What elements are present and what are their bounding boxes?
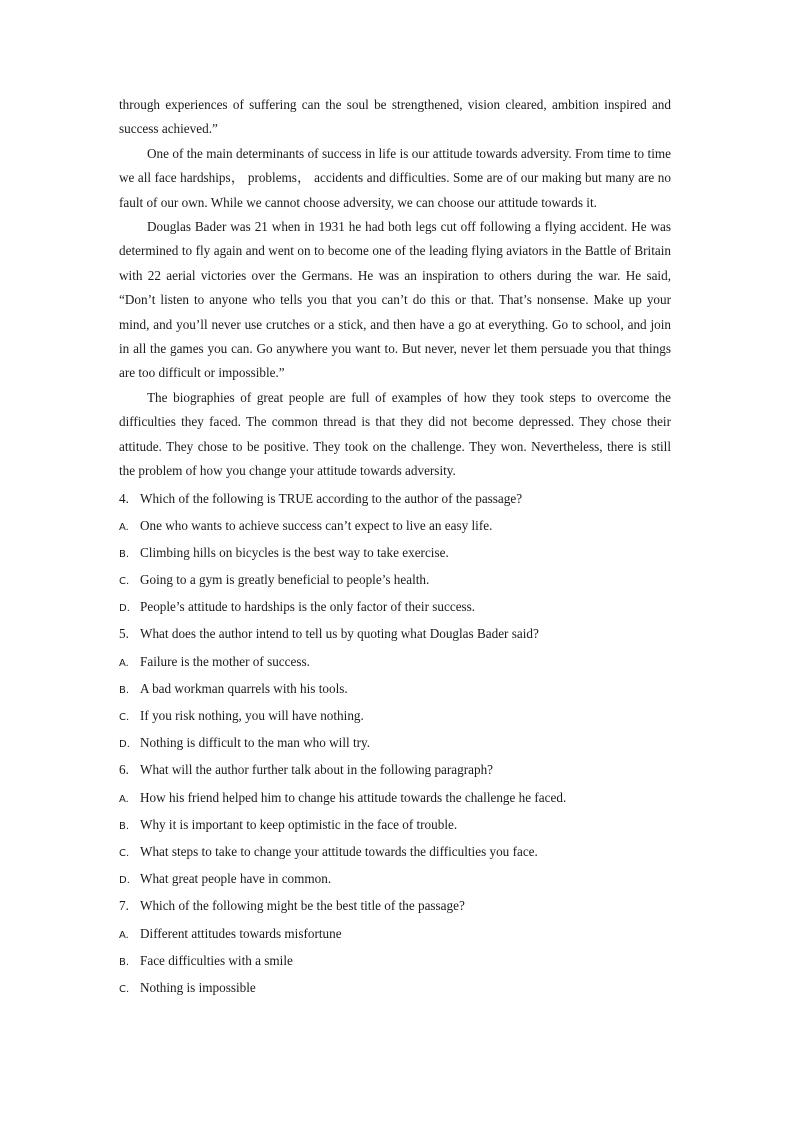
option-text: Failure is the mother of success. [140, 653, 310, 669]
option-letter: A. [119, 929, 129, 941]
option-letter: B. [119, 820, 130, 832]
question-list [119, 485, 671, 1002]
answer-option[interactable] [119, 648, 671, 675]
question-stem [119, 756, 671, 783]
question-stem [119, 485, 671, 512]
answer-option[interactable] [119, 729, 671, 756]
question-stem [119, 620, 671, 647]
answer-option[interactable] [119, 702, 671, 729]
document-page [119, 93, 671, 1001]
option-letter: A. [119, 521, 129, 533]
answer-option[interactable] [119, 566, 671, 593]
answer-option[interactable] [119, 838, 671, 865]
option-text: Going to a gym is greatly beneficial to people’s health. [140, 572, 430, 588]
option-text: One who wants to achieve success can’t expect to live an easy life. [140, 517, 493, 533]
option-letter: B. [119, 684, 130, 696]
passage-paragraph: One of the main determinants of success in life is our attitude towards adversity. From time to time we all face hardships， problems， accidents and difficulties. Some are of our making but many are no fault of our own. While we cannot choose adversity, we can choose our attitude towards it. [119, 145, 671, 210]
passage-paragraph: Douglas Bader was 21 when in 1931 he had both legs cut off following a flying accident. He was determined to fly again and went on to become one of the leading flying aviators in the Battle of Britain with 22 aerial victories over the Germans. He was an inspiration to others during the war. He said, “Don’t listen to anyone who tells you that you can’t do this or that. That’s nonsense. Make up your mind, and you’ll never use crutches or a stick, and then have a go at everything. Go to school, and join in all the games you can. Go anywhere you want to. But never, never let them persuade you that things are too difficult or impossible.” [119, 219, 671, 381]
option-text: Nothing is impossible [140, 979, 256, 995]
option-letter: D. [119, 875, 130, 887]
passage-paragraph: The biographies of great people are full of examples of how they took steps to overcome the difficulties they faced. The common thread is that they did not become depressed. They chose their attitude. They chose to be positive. They took on the challenge. They won. Nevertheless, there is still the problem of how you change your attitude towards adversity. [119, 389, 671, 479]
option-text: Climbing hills on bicycles is the best way to take exercise. [140, 544, 449, 560]
option-text: Nothing is difficult to the man who will try. [140, 735, 371, 751]
question-stem [119, 892, 671, 919]
answer-option[interactable] [119, 593, 671, 620]
question-text: What will the author further talk about in the following paragraph? [140, 762, 494, 778]
option-text: Why it is important to keep optimistic in the face of trouble. [140, 816, 458, 832]
option-letter: D. [119, 603, 130, 615]
option-text: A bad workman quarrels with his tools. [140, 680, 348, 696]
option-letter: A. [119, 793, 129, 805]
answer-option[interactable] [119, 920, 671, 947]
question-number: 7. [119, 898, 129, 914]
option-text: Face difficulties with a smile [140, 952, 293, 968]
answer-option[interactable] [119, 784, 671, 811]
option-letter: C. [119, 983, 130, 995]
option-letter: B. [119, 548, 130, 560]
answer-option[interactable] [119, 811, 671, 838]
passage-paragraph: through experiences of suffering can the soul be strengthened, vision cleared, ambition inspired and success achieved.” [119, 97, 671, 137]
option-text: If you risk nothing, you will have nothing. [140, 708, 364, 723]
option-letter: D. [119, 739, 130, 751]
answer-option[interactable] [119, 974, 671, 1001]
answer-option[interactable] [119, 675, 671, 702]
option-text: Different attitudes towards misfortune [140, 925, 342, 941]
option-text: What great people have in common. [140, 871, 332, 887]
option-text: How his friend helped him to change his attitude towards the challenge he faced. [140, 789, 567, 805]
option-letter: B. [119, 956, 130, 968]
question-text: Which of the following might be the best title of the passage? [140, 898, 465, 914]
option-letter: C. [119, 847, 130, 859]
option-letter: A. [119, 657, 129, 669]
answer-option[interactable] [119, 865, 671, 892]
question-number: 4. [119, 490, 129, 506]
question-number: 6. [119, 762, 129, 778]
question-number: 5. [119, 626, 129, 642]
option-text: People’s attitude to hardships is the only factor of their success. [140, 599, 476, 615]
option-letter: C. [119, 576, 130, 588]
answer-option[interactable] [119, 512, 671, 539]
answer-option[interactable] [119, 539, 671, 566]
option-text: What steps to take to change your attitude towards the difficulties you face. [140, 843, 538, 859]
question-text: What does the author intend to tell us by quoting what Douglas Bader said? [140, 626, 539, 642]
option-letter: C. [119, 712, 130, 723]
question-text: Which of the following is TRUE according to the author of the passage? [140, 490, 523, 506]
passage [119, 93, 671, 484]
answer-option[interactable] [119, 947, 671, 974]
